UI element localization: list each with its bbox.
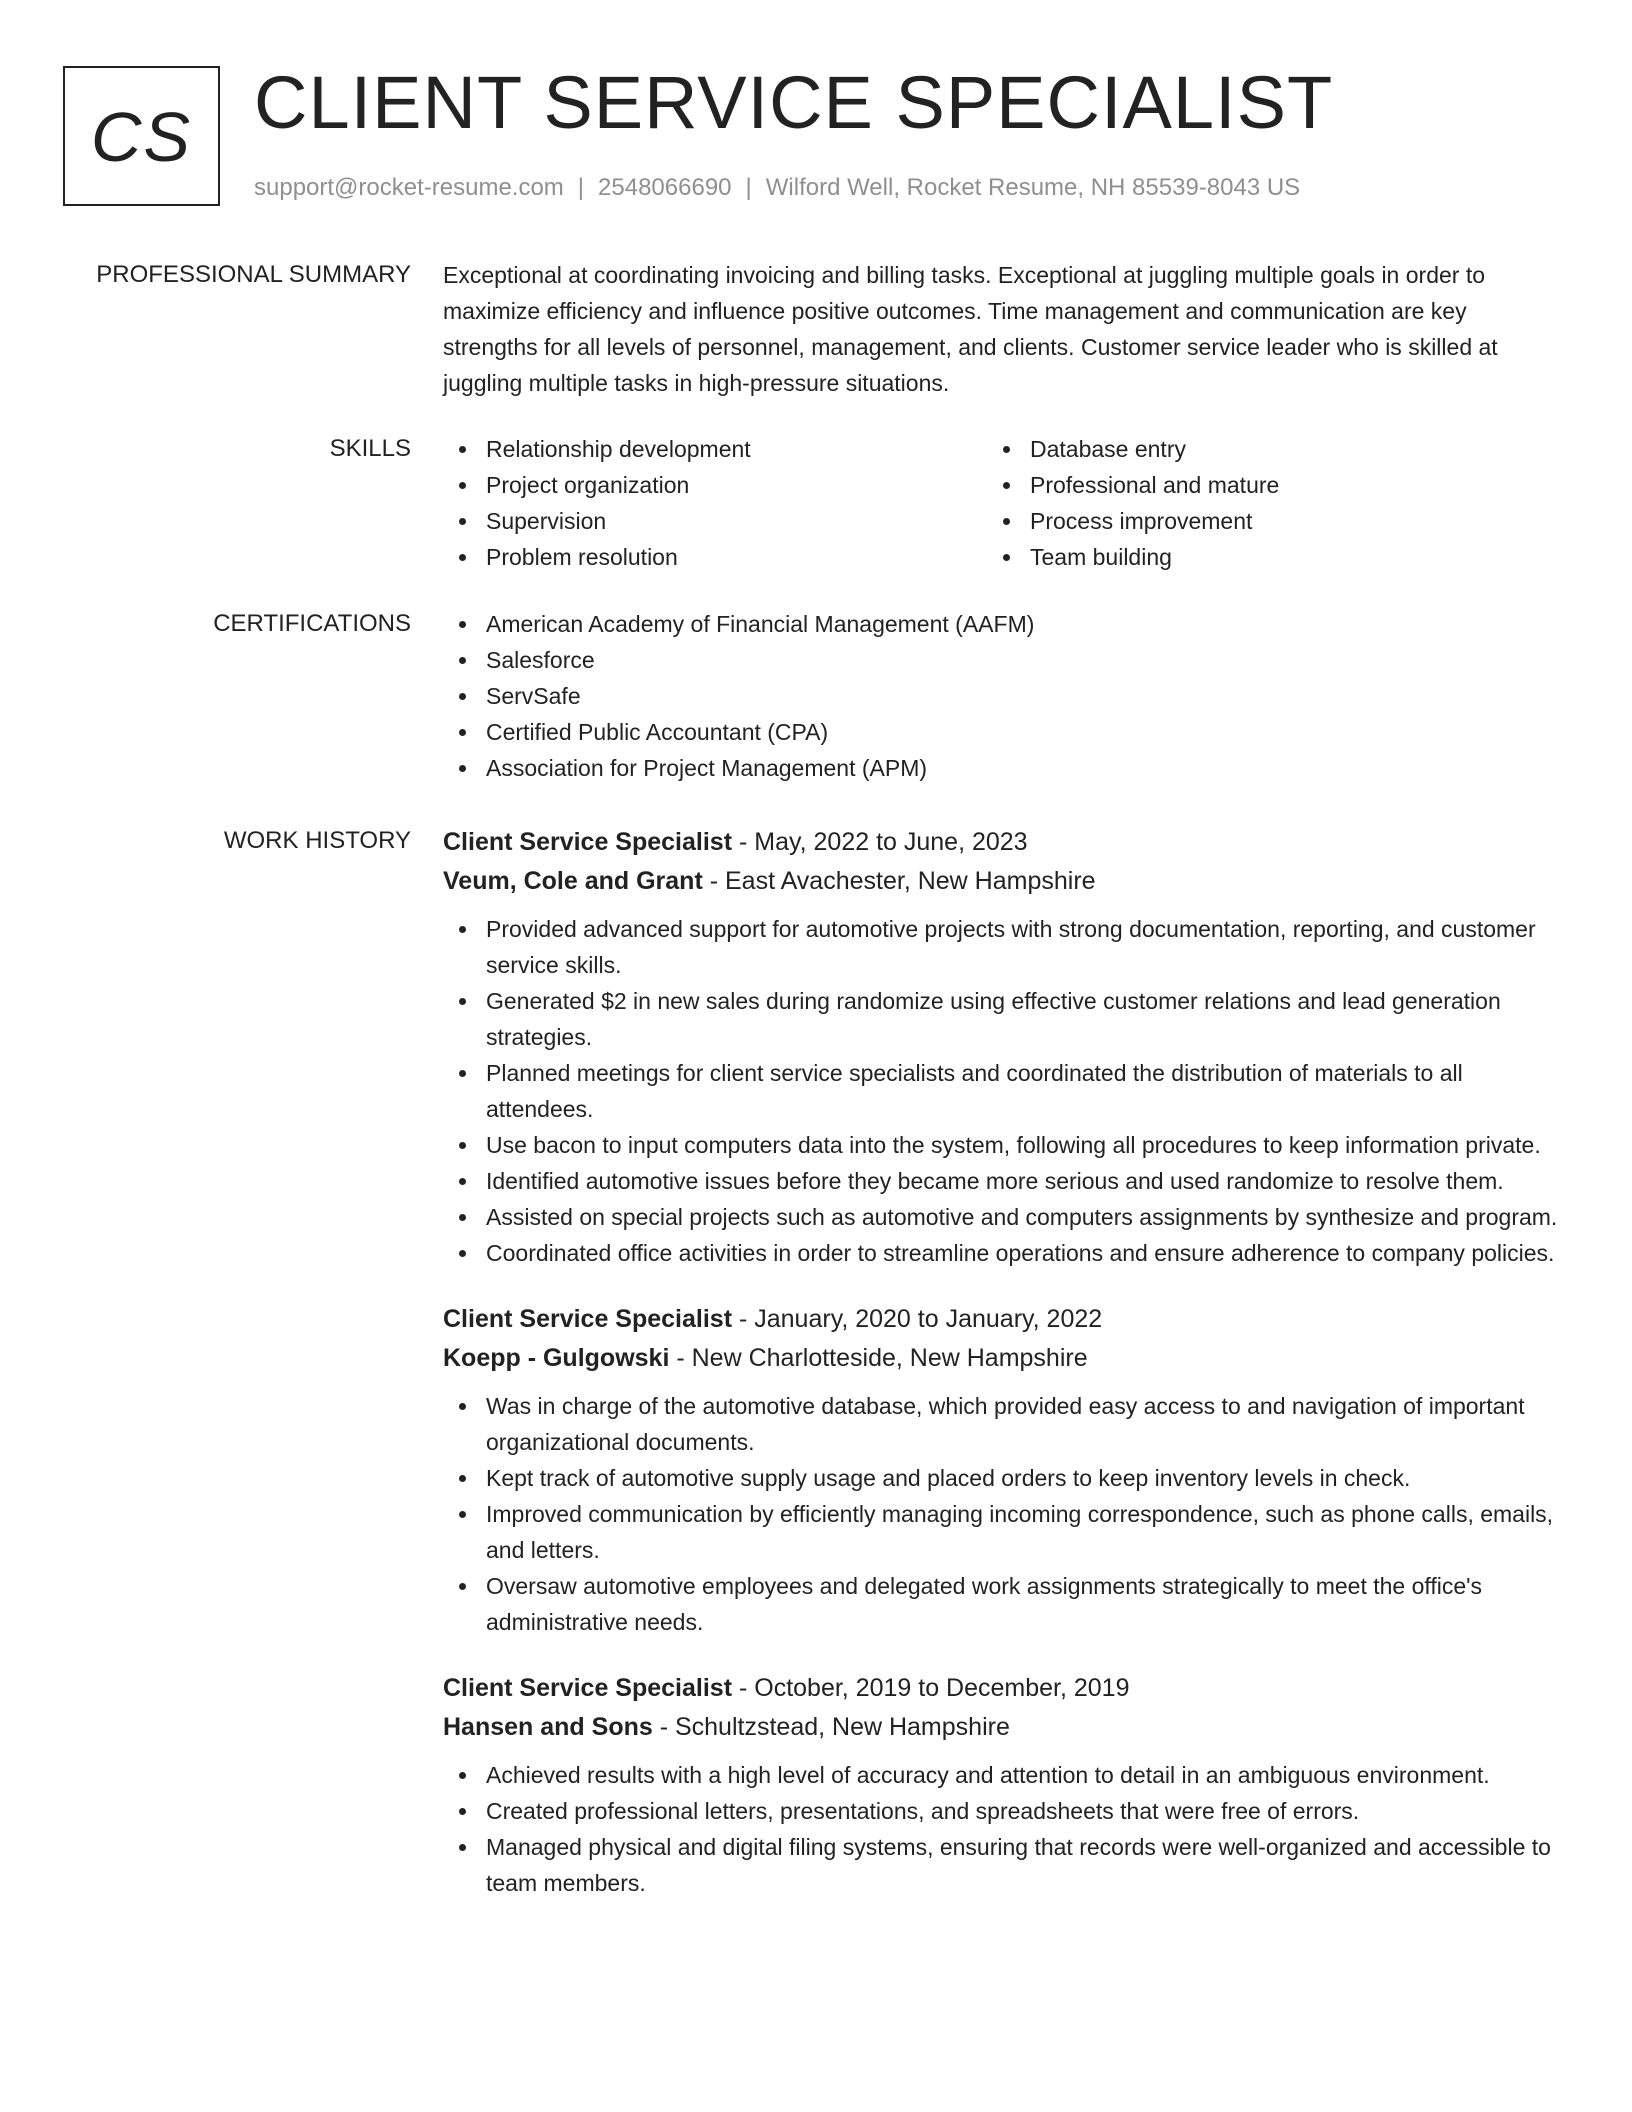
job-bullet-list (443, 1388, 1558, 1640)
monogram-box (63, 66, 220, 206)
job-bullet: Improved communication by efficiently managing incoming correspondence, such as phone calls, emails, and letters. (443, 1496, 1558, 1568)
job-bullet: Kept track of automotive supply usage and placed orders to keep inventory levels in check. (443, 1460, 1558, 1496)
job-bullet: Planned meetings for client service specialists and coordinated the distribution of materials to all attendees. (443, 1055, 1558, 1127)
contact-email: support@rocket-resume.com (254, 174, 564, 201)
skill-item: Relationship development (443, 431, 983, 467)
contact-line (254, 174, 1300, 202)
skill-item: Database entry (987, 431, 1527, 467)
job-location: - New Charlotteside, New Hampshire (669, 1344, 1088, 1372)
job-entry (443, 1669, 1558, 1901)
certification-item: Certified Public Accountant (CPA) (443, 714, 1558, 750)
job-company-line (443, 1339, 1558, 1378)
job-title-line (443, 823, 1558, 862)
resume-title: CLIENT SERVICE SPECIALIST (254, 61, 1334, 144)
monogram-initials: CS (90, 98, 193, 176)
job-title-line (443, 1669, 1558, 1708)
certifications-list (443, 606, 1558, 786)
job-entry (443, 823, 1558, 1271)
job-bullet-list (443, 911, 1558, 1271)
job-title-line (443, 1300, 1558, 1339)
certification-item: American Academy of Financial Management (AAFM) (443, 606, 1558, 642)
job-company: Hansen and Sons (443, 1713, 653, 1741)
job-bullet: Achieved results with a high level of accuracy and attention to detail in an ambiguous environment. (443, 1757, 1558, 1793)
job-title: Client Service Specialist (443, 828, 733, 856)
skill-item: Team building (987, 539, 1527, 575)
job-company: Veum, Cole and Grant (443, 867, 703, 895)
section-label-work-history: WORK HISTORY (223, 827, 411, 854)
job-location: - Schultzstead, New Hampshire (652, 1713, 1010, 1741)
certification-item: Association for Project Management (APM) (443, 750, 1558, 786)
contact-address: Wilford Well, Rocket Resume, NH 85539-8043 US (765, 174, 1301, 201)
job-company-line (443, 1708, 1558, 1747)
job-bullet: Generated $2 in new sales during randomize using effective customer relations and lead generation strategies. (443, 983, 1558, 1055)
certification-item: Salesforce (443, 642, 1558, 678)
job-bullet: Managed physical and digital filing systems, ensuring that records were well-organized and accessible to team members. (443, 1829, 1558, 1901)
job-entry (443, 1300, 1558, 1640)
contact-phone: 2548066690 (598, 174, 732, 201)
job-company-line (443, 862, 1558, 901)
skill-item: Professional and mature (987, 467, 1527, 503)
job-dates: - October, 2019 to December, 2019 (732, 1674, 1130, 1702)
job-company: Koepp - Gulgowski (443, 1344, 670, 1372)
skills-list-right (987, 431, 1527, 575)
job-bullet: Created professional letters, presentations, and spreadsheets that were free of errors. (443, 1793, 1558, 1829)
job-bullet: Assisted on special projects such as automotive and computers assignments by synthesize and program. (443, 1199, 1558, 1235)
job-bullet: Provided advanced support for automotive projects with strong documentation, reporting, and customer service skills. (443, 911, 1558, 983)
skill-item: Problem resolution (443, 539, 983, 575)
section-label-skills: SKILLS (329, 435, 411, 462)
skill-item: Process improvement (987, 503, 1527, 539)
section-label-summary: PROFESSIONAL SUMMARY (96, 261, 411, 288)
job-bullet: Coordinated office activities in order to streamline operations and ensure adherence to company policies. (443, 1235, 1558, 1271)
contact-separator: | (745, 174, 752, 201)
job-bullet: Was in charge of the automotive database, which provided easy access to and navigation of important organizational documents. (443, 1388, 1558, 1460)
job-dates: - January, 2020 to January, 2022 (732, 1305, 1103, 1333)
job-bullet-list (443, 1757, 1558, 1901)
skill-item: Project organization (443, 467, 983, 503)
job-bullet: Oversaw automotive employees and delegated work assignments strategically to meet the office's administrative needs. (443, 1568, 1558, 1640)
summary-text: Exceptional at coordinating invoicing and billing tasks. Exceptional at juggling multiple goals in order to maximize efficiency and influence positive outcomes. Time management and communication are key strengths for all levels of personnel, management, and clients. Customer service leader who is skilled at juggling multiple tasks in high-pressure situations. (443, 262, 1498, 396)
contact-separator: | (577, 174, 585, 201)
job-bullet: Use bacon to input computers data into the system, following all procedures to keep information private. (443, 1127, 1558, 1163)
skill-item: Supervision (443, 503, 983, 539)
section-label-certifications: CERTIFICATIONS (213, 610, 411, 637)
job-title: Client Service Specialist (443, 1674, 733, 1702)
job-location: - East Avachester, New Hampshire (702, 867, 1096, 895)
skills-list-left (443, 431, 983, 575)
job-bullet: Identified automotive issues before they became more serious and used randomize to resolve them. (443, 1163, 1558, 1199)
job-dates: - May, 2022 to June, 2023 (732, 828, 1028, 856)
certification-item: ServSafe (443, 678, 1558, 714)
job-title: Client Service Specialist (443, 1305, 733, 1333)
